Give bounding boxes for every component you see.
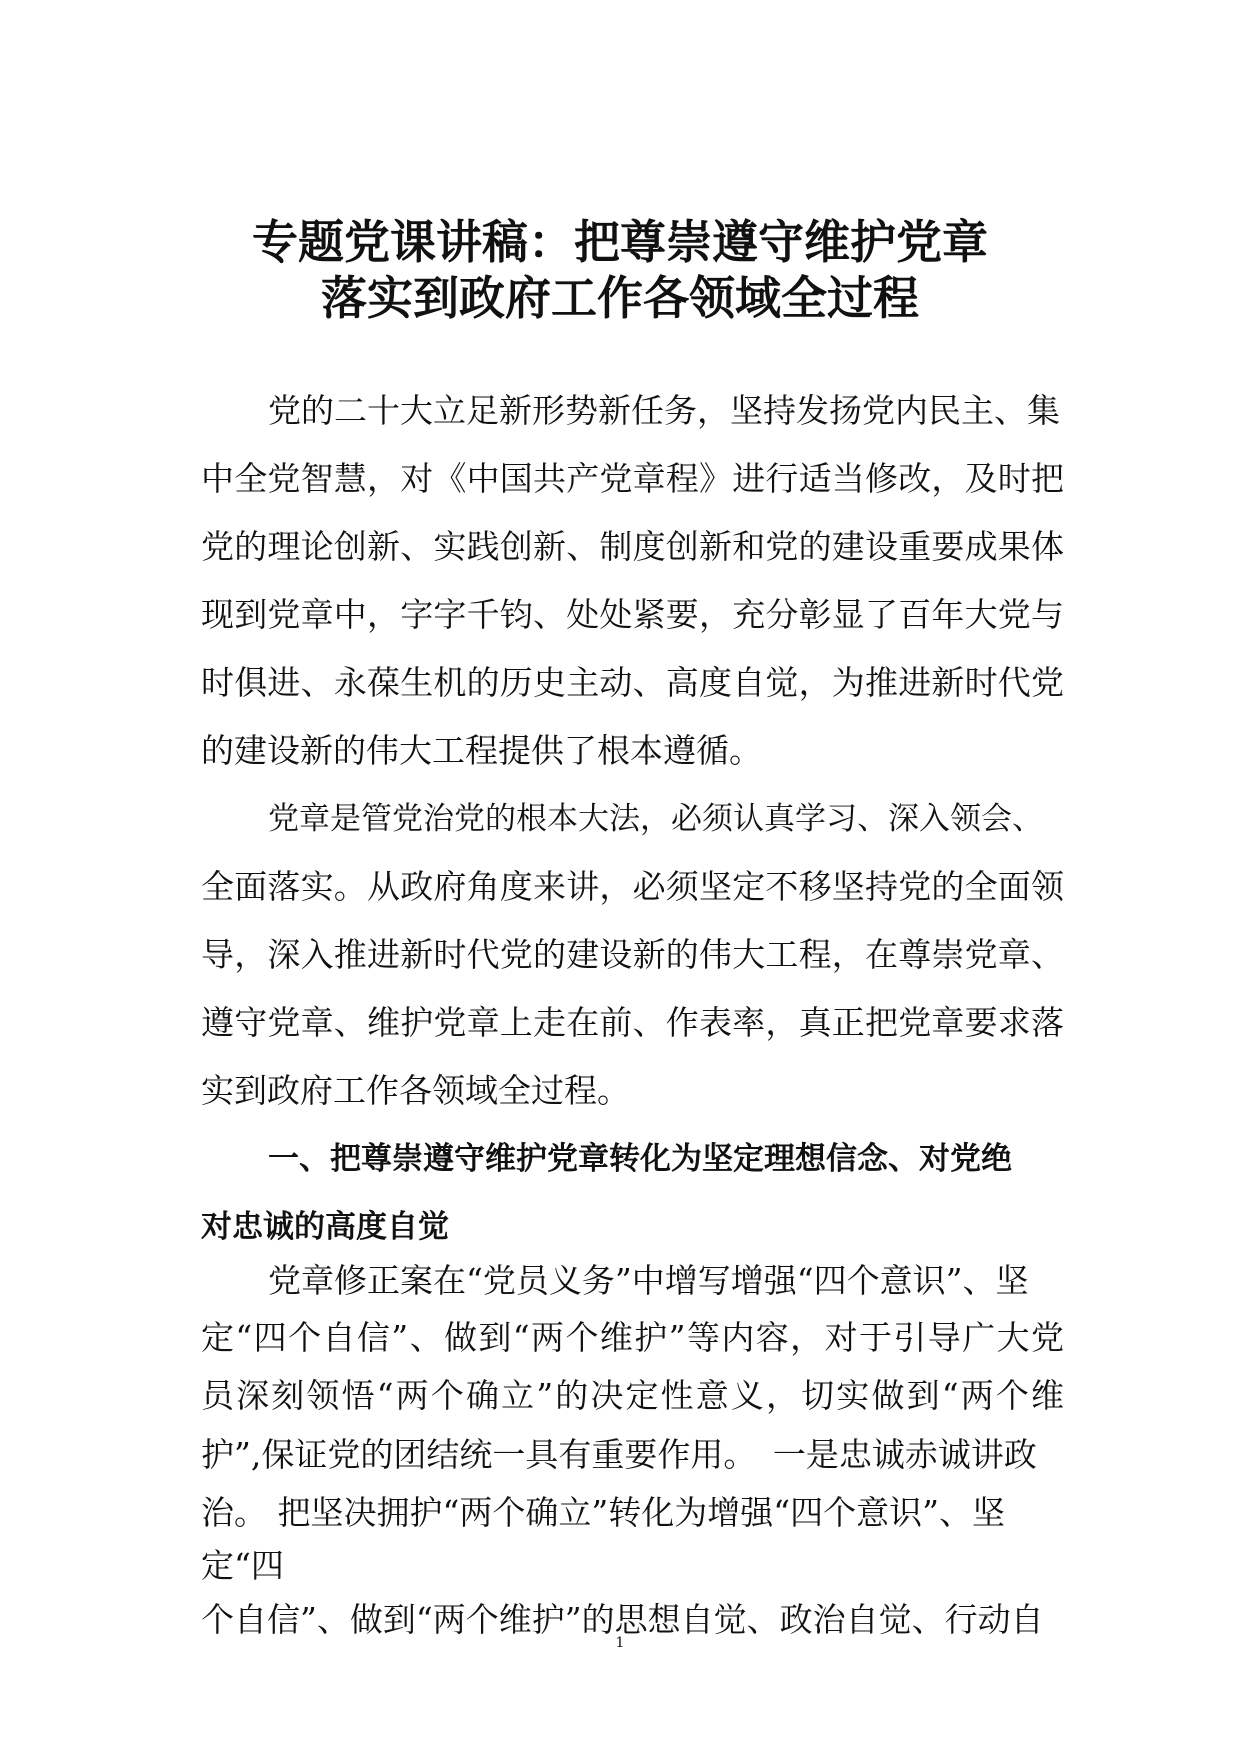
paragraph-line: 员深刻领悟“两个确立”的决定性意义，切实做到“两个维 (201, 1376, 1064, 1415)
document-title-line-2: 落实到政府工作各领域全过程 (321, 271, 919, 325)
page-number: 1 (615, 1635, 625, 1651)
paragraph-line: 党章修正案在“党员义务”中增写增强“四个意识”、坚 (268, 1261, 1029, 1300)
paragraph-line: 党的二十大立足新形势新任务，坚持发扬党内民主、集 (268, 391, 1060, 430)
section-heading-line: 一、把尊崇遵守维护党章转化为坚定理想信念、对党绝 (268, 1141, 1012, 1177)
paragraph-line: 遵守党章、维护党章上走在前、作表率，真正把党章要求落 (201, 1003, 1064, 1042)
section-heading-line: 对忠诚的高度自觉 (201, 1209, 449, 1245)
paragraph-line: 实到政府工作各领域全过程。 (201, 1071, 630, 1110)
paragraph-line: 护”,保证党的团结统一具有重要作用。 一是忠诚赤诚讲政 (201, 1435, 1037, 1474)
paragraph-line: 个自信”、做到“两个维护”的思想自觉、政治自觉、行动自 (201, 1600, 1044, 1639)
paragraph-line: 定“四 (201, 1546, 284, 1585)
paragraph-line: 的建设新的伟大工程提供了根本遵循。 (201, 731, 762, 770)
paragraph-line: 现到党章中，字字千钧、处处紧要，充分彰显了百年大党与 (201, 595, 1064, 634)
paragraph-line: 导，深入推进新时代党的建设新的伟大工程，在尊崇党章、 (201, 935, 1064, 974)
paragraph-line: 定“四个自信”、做到“两个维护”等内容，对于引导广大党 (201, 1318, 1064, 1357)
paragraph-line: 党的理论创新、实践创新、制度创新和党的建设重要成果体 (201, 527, 1064, 566)
paragraph-line: 时俱进、永葆生机的历史主动、高度自觉，为推进新时代党 (201, 663, 1064, 702)
document-title-line-1: 专题党课讲稿：把尊崇遵守维护党章 (252, 215, 988, 269)
paragraph-line: 全面落实。从政府角度来讲，必须坚定不移坚持党的全面领 (201, 867, 1064, 906)
paragraph-line: 党章是管党治党的根本大法，必须认真学习、深入领会、 (268, 801, 1043, 837)
paragraph-line: 中全党智慧，对《中国共产党章程》进行适当修改，及时把 (201, 459, 1064, 498)
paragraph-line: 治。 把坚决拥护“两个确立”转化为增强“四个意识”、坚 (201, 1493, 1005, 1532)
